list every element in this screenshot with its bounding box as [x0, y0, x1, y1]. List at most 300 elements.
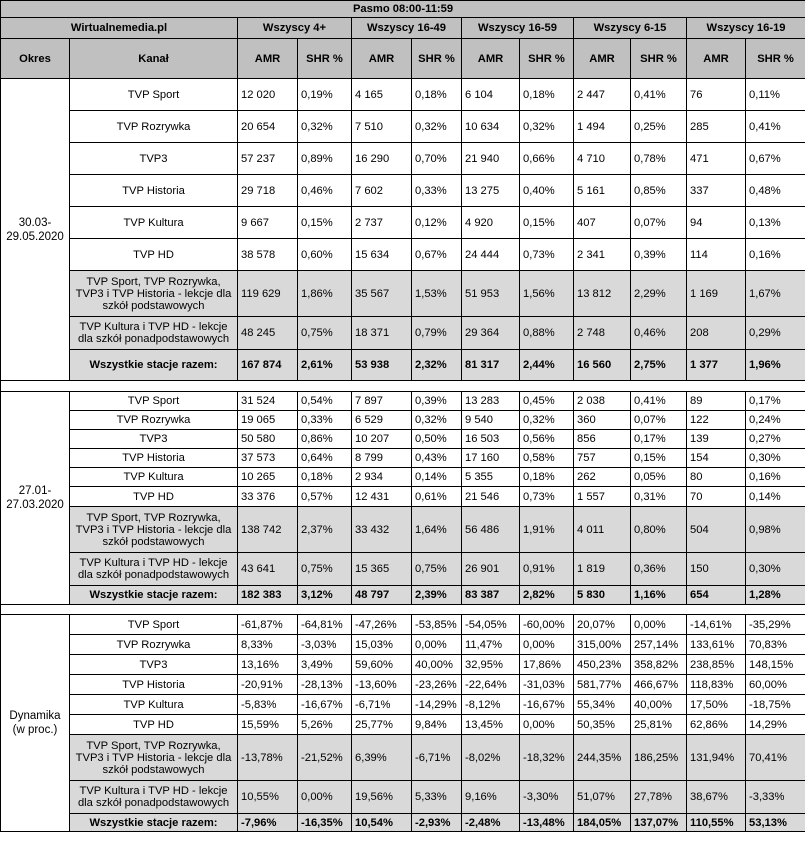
amr-cell: 51 953	[462, 271, 520, 317]
shr-cell: 0,16%	[746, 468, 805, 487]
amr-cell: 450,23%	[574, 655, 631, 675]
table-row	[1, 317, 805, 350]
table-row	[1, 392, 805, 411]
shr-cell: 0,75%	[298, 553, 352, 586]
amr-cell: 2 934	[352, 468, 412, 487]
shr-cell: -35,29%	[746, 615, 805, 635]
amr-cell: 21 546	[462, 487, 520, 507]
channel-name: TVP Historia	[70, 675, 238, 695]
table-row	[1, 715, 805, 735]
spacer-cell	[1, 381, 805, 392]
table-row	[1, 111, 805, 143]
shr-cell: 186,25%	[631, 735, 687, 781]
amr-cell: 25,77%	[352, 715, 412, 735]
shr-cell: 0,60%	[298, 239, 352, 271]
shr-cell: 3,49%	[298, 655, 352, 675]
amr-cell: 4 165	[352, 79, 412, 111]
shr-cell: 0,45%	[520, 392, 574, 411]
amr-cell: 2 748	[574, 317, 631, 350]
channel-name: TVP Sport, TVP Rozrywka, TVP3 i TVP Historia - lekcje dla szkół podstawowych	[70, 735, 238, 781]
amr-header: AMR	[352, 39, 412, 79]
shr-cell: 17,86%	[520, 655, 574, 675]
amr-cell: 7 897	[352, 392, 412, 411]
shr-header: SHR %	[520, 39, 574, 79]
shr-cell: 1,91%	[520, 507, 574, 553]
shr-cell: 9,84%	[412, 715, 462, 735]
shr-cell: -64,81%	[298, 615, 352, 635]
shr-cell: 0,00%	[520, 715, 574, 735]
amr-cell: 131,94%	[687, 735, 746, 781]
total-amr-cell: 1 377	[687, 350, 746, 381]
shr-cell: 0,27%	[746, 430, 805, 449]
shr-cell: 0,00%	[298, 781, 352, 814]
amr-cell: 15,59%	[238, 715, 298, 735]
channel-name: TVP Kultura i TVP HD - lekcje dla szkół ponadpodstawowych	[70, 317, 238, 350]
shr-cell: -53,85%	[412, 615, 462, 635]
amr-cell: 10 207	[352, 430, 412, 449]
shr-cell: -28,13%	[298, 675, 352, 695]
channel-name: TVP Kultura i TVP HD - lekcje dla szkół ponadpodstawowych	[70, 781, 238, 814]
group-header: Wszyscy 16-59	[462, 18, 574, 39]
total-shr-cell: 1,16%	[631, 586, 687, 605]
amr-cell: 10 634	[462, 111, 520, 143]
period-label: 27.01-27.03.2020	[1, 392, 70, 605]
table-row	[1, 487, 805, 507]
group-header: Wszyscy 16-49	[352, 18, 462, 39]
period-label: Dynamika (w proc.)	[1, 615, 70, 832]
total-amr-cell: 182 383	[238, 586, 298, 605]
amr-cell: 118,83%	[687, 675, 746, 695]
total-shr-cell: 2,82%	[520, 586, 574, 605]
amr-cell: 13,16%	[238, 655, 298, 675]
shr-cell: 257,14%	[631, 635, 687, 655]
amr-cell: 1 819	[574, 553, 631, 586]
amr-cell: 13 812	[574, 271, 631, 317]
total-amr-cell: 110,55%	[687, 814, 746, 832]
amr-cell: 13 275	[462, 175, 520, 207]
table-row	[1, 207, 805, 239]
shr-cell: 0,07%	[631, 207, 687, 239]
amr-cell: 2 038	[574, 392, 631, 411]
amr-cell: 138 742	[238, 507, 298, 553]
shr-cell: 0,32%	[520, 111, 574, 143]
amr-cell: 1 169	[687, 271, 746, 317]
total-shr-cell: 3,12%	[298, 586, 352, 605]
amr-cell: 70	[687, 487, 746, 507]
amr-cell: 76	[687, 79, 746, 111]
amr-cell: 20,07%	[574, 615, 631, 635]
total-shr-cell: 1,96%	[746, 350, 805, 381]
group-header: Wszyscy 16-19	[687, 18, 805, 39]
total-amr-cell: -2,48%	[462, 814, 520, 832]
shr-cell: 0,32%	[520, 411, 574, 430]
channel-name: TVP Rozrywka	[70, 111, 238, 143]
amr-cell: 12 020	[238, 79, 298, 111]
amr-cell: 337	[687, 175, 746, 207]
amr-cell: 2 737	[352, 207, 412, 239]
channel-name: TVP3	[70, 430, 238, 449]
shr-cell: 0,13%	[746, 207, 805, 239]
shr-header: SHR %	[412, 39, 462, 79]
shr-cell: 0,14%	[746, 487, 805, 507]
shr-cell: 0,50%	[412, 430, 462, 449]
shr-cell: 0,33%	[412, 175, 462, 207]
amr-cell: 17 160	[462, 449, 520, 468]
total-shr-cell: -16,35%	[298, 814, 352, 832]
amr-cell: 119 629	[238, 271, 298, 317]
shr-cell: -16,67%	[520, 695, 574, 715]
shr-cell: 0,64%	[298, 449, 352, 468]
amr-cell: 1 557	[574, 487, 631, 507]
channel-name: TVP Historia	[70, 449, 238, 468]
shr-cell: 0,33%	[298, 411, 352, 430]
amr-cell: 55,34%	[574, 695, 631, 715]
table-row	[1, 675, 805, 695]
amr-cell: 6 104	[462, 79, 520, 111]
shr-cell: 0,32%	[412, 111, 462, 143]
table-row	[1, 175, 805, 207]
shr-cell: 0,41%	[746, 111, 805, 143]
shr-cell: 0,75%	[298, 317, 352, 350]
amr-cell: 16 503	[462, 430, 520, 449]
amr-cell: 12 431	[352, 487, 412, 507]
amr-cell: 19 065	[238, 411, 298, 430]
shr-cell: 0,19%	[298, 79, 352, 111]
amr-cell: 139	[687, 430, 746, 449]
shr-cell: 1,64%	[412, 507, 462, 553]
channel-name: TVP HD	[70, 487, 238, 507]
channel-name: TVP Rozrywka	[70, 635, 238, 655]
shr-cell: 0,54%	[298, 392, 352, 411]
total-amr-cell: 81 317	[462, 350, 520, 381]
amr-cell: -54,05%	[462, 615, 520, 635]
amr-cell: 29 718	[238, 175, 298, 207]
amr-cell: 13 283	[462, 392, 520, 411]
channel-name: TVP Sport, TVP Rozrywka, TVP3 i TVP Historia - lekcje dla szkół podstawowych	[70, 507, 238, 553]
amr-cell: 7 602	[352, 175, 412, 207]
total-amr-cell: 184,05%	[574, 814, 631, 832]
amr-cell: 13,45%	[462, 715, 520, 735]
amr-cell: 856	[574, 430, 631, 449]
amr-cell: 19,56%	[352, 781, 412, 814]
source-label: Wirtualnemedia.pl	[1, 18, 238, 39]
shr-cell: 0,00%	[631, 615, 687, 635]
shr-cell: 0,07%	[631, 411, 687, 430]
channel-name: TVP Sport	[70, 615, 238, 635]
channel-name: TVP Historia	[70, 175, 238, 207]
shr-cell: 0,25%	[631, 111, 687, 143]
shr-cell: 0,15%	[298, 207, 352, 239]
shr-cell: -18,32%	[520, 735, 574, 781]
shr-cell: 148,15%	[746, 655, 805, 675]
shr-cell: 60,00%	[746, 675, 805, 695]
table-row	[1, 735, 805, 781]
total-amr-cell: 48 797	[352, 586, 412, 605]
total-shr-cell: 2,39%	[412, 586, 462, 605]
amr-header: AMR	[574, 39, 631, 79]
amr-cell: 122	[687, 411, 746, 430]
amr-cell: 21 940	[462, 143, 520, 175]
total-row	[1, 814, 805, 832]
shr-cell: 0,15%	[520, 207, 574, 239]
amr-cell: 471	[687, 143, 746, 175]
shr-cell: 0,75%	[412, 553, 462, 586]
shr-cell: -18,75%	[746, 695, 805, 715]
shr-cell: 0,70%	[412, 143, 462, 175]
shr-cell: 466,67%	[631, 675, 687, 695]
group-header: Wszyscy 4+	[238, 18, 352, 39]
amr-cell: 56 486	[462, 507, 520, 553]
channel-name: TVP Sport	[70, 392, 238, 411]
shr-header: SHR %	[631, 39, 687, 79]
total-amr-cell: 83 387	[462, 586, 520, 605]
shr-cell: 0,15%	[631, 449, 687, 468]
table-row	[1, 507, 805, 553]
shr-cell: 0,73%	[520, 239, 574, 271]
shr-cell: -60,00%	[520, 615, 574, 635]
amr-header: AMR	[462, 39, 520, 79]
shr-cell: 0,12%	[412, 207, 462, 239]
amr-cell: 48 245	[238, 317, 298, 350]
amr-cell: 15,03%	[352, 635, 412, 655]
section-spacer	[1, 605, 805, 615]
amr-cell: 31 524	[238, 392, 298, 411]
total-shr-cell: 1,28%	[746, 586, 805, 605]
shr-cell: 0,73%	[520, 487, 574, 507]
group-header-row	[1, 18, 805, 39]
amr-cell: 7 510	[352, 111, 412, 143]
table-row	[1, 449, 805, 468]
table-row	[1, 615, 805, 635]
total-row	[1, 350, 805, 381]
amr-cell: 26 901	[462, 553, 520, 586]
shr-cell: 0,00%	[412, 635, 462, 655]
shr-cell: 0,14%	[412, 468, 462, 487]
amr-cell: 6,39%	[352, 735, 412, 781]
amr-cell: 9 667	[238, 207, 298, 239]
shr-cell: 358,82%	[631, 655, 687, 675]
shr-cell: 0,43%	[412, 449, 462, 468]
table-row	[1, 468, 805, 487]
amr-cell: -8,02%	[462, 735, 520, 781]
amr-cell: 757	[574, 449, 631, 468]
amr-cell: 2 341	[574, 239, 631, 271]
amr-cell: 4 920	[462, 207, 520, 239]
amr-cell: 285	[687, 111, 746, 143]
spacer-cell	[1, 605, 805, 615]
amr-cell: 35 567	[352, 271, 412, 317]
shr-cell: 0,80%	[631, 507, 687, 553]
shr-cell: 0,39%	[631, 239, 687, 271]
amr-cell: 15 634	[352, 239, 412, 271]
total-shr-cell: 2,32%	[412, 350, 462, 381]
channel-name: TVP3	[70, 655, 238, 675]
shr-cell: 0,16%	[746, 239, 805, 271]
shr-cell: 0,32%	[412, 411, 462, 430]
shr-cell: 1,56%	[520, 271, 574, 317]
shr-cell: 0,30%	[746, 553, 805, 586]
channel-name: TVP Kultura	[70, 695, 238, 715]
shr-cell: 0,79%	[412, 317, 462, 350]
amr-cell: 8 799	[352, 449, 412, 468]
kanal-header: Kanał	[70, 39, 238, 79]
pasmo-row	[1, 1, 805, 18]
channel-name: TVP Sport	[70, 79, 238, 111]
shr-cell: 0,78%	[631, 143, 687, 175]
table-row	[1, 411, 805, 430]
shr-cell: 0,58%	[520, 449, 574, 468]
amr-cell: 208	[687, 317, 746, 350]
amr-cell: 244,35%	[574, 735, 631, 781]
total-amr-cell: 53 938	[352, 350, 412, 381]
shr-cell: 0,18%	[412, 79, 462, 111]
amr-cell: 504	[687, 507, 746, 553]
group-header: Wszyscy 6-15	[574, 18, 687, 39]
shr-header: SHR %	[746, 39, 805, 79]
amr-cell: 360	[574, 411, 631, 430]
table-row	[1, 695, 805, 715]
amr-cell: 18 371	[352, 317, 412, 350]
shr-cell: 0,85%	[631, 175, 687, 207]
shr-cell: 0,11%	[746, 79, 805, 111]
amr-cell: 94	[687, 207, 746, 239]
shr-cell: 0,67%	[412, 239, 462, 271]
shr-cell: 14,29%	[746, 715, 805, 735]
total-label: Wszystkie stacje razem:	[70, 586, 238, 605]
amr-cell: -5,83%	[238, 695, 298, 715]
shr-cell: 0,24%	[746, 411, 805, 430]
shr-cell: 70,83%	[746, 635, 805, 655]
amr-cell: 50 580	[238, 430, 298, 449]
amr-cell: 9 540	[462, 411, 520, 430]
shr-cell: 0,00%	[520, 635, 574, 655]
channel-name: TVP Kultura	[70, 468, 238, 487]
amr-cell: 150	[687, 553, 746, 586]
shr-cell: 0,56%	[520, 430, 574, 449]
total-shr-cell: 53,13%	[746, 814, 805, 832]
channel-name: TVP3	[70, 143, 238, 175]
total-shr-cell: 137,07%	[631, 814, 687, 832]
amr-cell: 33 376	[238, 487, 298, 507]
shr-cell: 0,18%	[520, 468, 574, 487]
shr-cell: 40,00%	[412, 655, 462, 675]
amr-cell: 10 265	[238, 468, 298, 487]
amr-cell: -6,71%	[352, 695, 412, 715]
shr-cell: 2,29%	[631, 271, 687, 317]
shr-cell: 27,78%	[631, 781, 687, 814]
channel-name: TVP HD	[70, 239, 238, 271]
shr-cell: 0,39%	[412, 392, 462, 411]
amr-cell: 9,16%	[462, 781, 520, 814]
table-row	[1, 553, 805, 586]
amr-cell: -61,87%	[238, 615, 298, 635]
total-shr-cell: -2,93%	[412, 814, 462, 832]
amr-cell: 38 578	[238, 239, 298, 271]
shr-cell: 0,18%	[298, 468, 352, 487]
shr-cell: -16,67%	[298, 695, 352, 715]
total-amr-cell: 654	[687, 586, 746, 605]
amr-cell: 50,35%	[574, 715, 631, 735]
shr-cell: 0,40%	[520, 175, 574, 207]
amr-cell: 581,77%	[574, 675, 631, 695]
shr-cell: 0,31%	[631, 487, 687, 507]
amr-cell: 11,47%	[462, 635, 520, 655]
shr-cell: 0,61%	[412, 487, 462, 507]
total-amr-cell: 16 560	[574, 350, 631, 381]
shr-cell: 0,86%	[298, 430, 352, 449]
amr-cell: 43 641	[238, 553, 298, 586]
shr-header: SHR %	[298, 39, 352, 79]
shr-cell: 0,17%	[631, 430, 687, 449]
total-shr-cell: 2,44%	[520, 350, 574, 381]
shr-cell: 0,17%	[746, 392, 805, 411]
shr-cell: -14,29%	[412, 695, 462, 715]
shr-cell: -23,26%	[412, 675, 462, 695]
total-label: Wszystkie stacje razem:	[70, 814, 238, 832]
amr-cell: 24 444	[462, 239, 520, 271]
table-row	[1, 781, 805, 814]
amr-cell: 262	[574, 468, 631, 487]
table-row	[1, 430, 805, 449]
amr-cell: -13,60%	[352, 675, 412, 695]
channel-name: TVP Kultura i TVP HD - lekcje dla szkół ponadpodstawowych	[70, 553, 238, 586]
shr-cell: 0,57%	[298, 487, 352, 507]
shr-cell: 25,81%	[631, 715, 687, 735]
total-row	[1, 586, 805, 605]
shr-cell: 1,53%	[412, 271, 462, 317]
amr-cell: 1 494	[574, 111, 631, 143]
shr-cell: 0,98%	[746, 507, 805, 553]
shr-cell: 0,30%	[746, 449, 805, 468]
shr-cell: 5,33%	[412, 781, 462, 814]
amr-cell: 32,95%	[462, 655, 520, 675]
shr-cell: -21,52%	[298, 735, 352, 781]
amr-cell: 20 654	[238, 111, 298, 143]
total-label: Wszystkie stacje razem:	[70, 350, 238, 381]
amr-cell: 38,67%	[687, 781, 746, 814]
amr-cell: 89	[687, 392, 746, 411]
okres-header: Okres	[1, 39, 70, 79]
amr-cell: 17,50%	[687, 695, 746, 715]
amr-cell: 10,55%	[238, 781, 298, 814]
total-amr-cell: -7,96%	[238, 814, 298, 832]
table-row	[1, 655, 805, 675]
amr-cell: 62,86%	[687, 715, 746, 735]
total-shr-cell: 2,61%	[298, 350, 352, 381]
total-amr-cell: 5 830	[574, 586, 631, 605]
shr-cell: 0,89%	[298, 143, 352, 175]
amr-cell: 80	[687, 468, 746, 487]
shr-cell: 0,36%	[631, 553, 687, 586]
period-label: 30.03-29.05.2020	[1, 79, 70, 381]
shr-cell: 0,66%	[520, 143, 574, 175]
shr-cell: -3,33%	[746, 781, 805, 814]
shr-cell: 0,67%	[746, 143, 805, 175]
shr-cell: 0,18%	[520, 79, 574, 111]
amr-cell: 407	[574, 207, 631, 239]
amr-cell: 59,60%	[352, 655, 412, 675]
amr-cell: 57 237	[238, 143, 298, 175]
amr-cell: 238,85%	[687, 655, 746, 675]
table-row	[1, 143, 805, 175]
table-row	[1, 271, 805, 317]
channel-name: TVP Kultura	[70, 207, 238, 239]
amr-cell: 15 365	[352, 553, 412, 586]
amr-cell: 16 290	[352, 143, 412, 175]
amr-cell: 6 529	[352, 411, 412, 430]
channel-name: TVP Sport, TVP Rozrywka, TVP3 i TVP Historia - lekcje dla szkół podstawowych	[70, 271, 238, 317]
amr-cell: -22,64%	[462, 675, 520, 695]
